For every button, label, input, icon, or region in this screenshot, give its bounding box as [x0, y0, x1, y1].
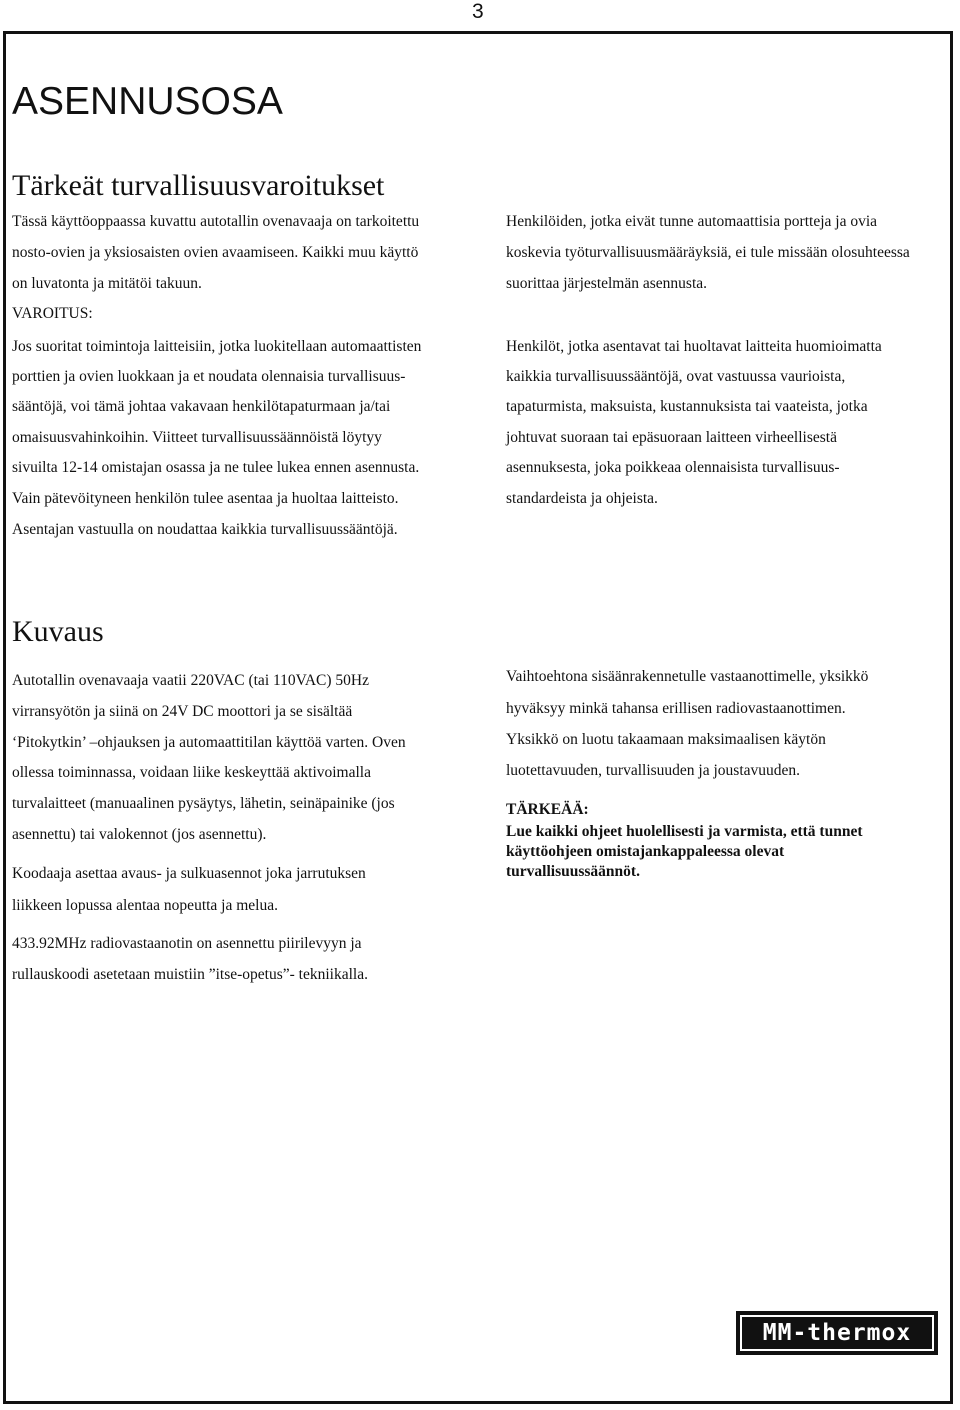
description-left-line-6: asennettu) tai valokennot (jos asennettu). — [12, 826, 267, 843]
safety-right-line-8: asennuksesta, joka poikkeaa olennaisista turvallisuus- — [506, 459, 840, 476]
safety-right-line-1: Henkilöiden, jotka eivät tunne automaattisia portteja ja ovia — [506, 213, 878, 230]
description-left-line-3: ‘Pitokytkin’ –ohjauksen ja automaattitilan käyttöä varten. Oven — [12, 734, 406, 751]
mm-thermox-logo-icon — [736, 1311, 938, 1355]
safety-left-line-6: porttien ja ovien luokkaan ja et noudata olennaisia turvallisuus- — [12, 368, 406, 385]
safety-left-line-10: Vain pätevöityneen henkilön tulee asentaa ja huoltaa laitteisto. — [12, 490, 399, 507]
safety-right-line-7: johtuvat suoraan tai epäsuoraan laitteen virheellisestä — [506, 429, 837, 446]
safety-left-line-8: omaisuusvahinkoihin. Viitteet turvallisuussäännöistä löytyy — [12, 429, 382, 446]
description-left-line-9: 433.92MHz radiovastaanotin on asennettu piirilevyyn ja — [12, 935, 362, 952]
safety-right-line-4: Henkilöt, jotka asentavat tai huoltavat laitteita huomioimatta — [506, 338, 882, 355]
description-right-line-4: luotettavuuden, turvallisuuden ja joustavuuden. — [506, 762, 801, 779]
description-right-line-3: Yksikkö on luotu takaamaan maksimaalisen käytön — [506, 731, 826, 748]
important-line-3: turvallisuussäännöt. — [506, 863, 640, 880]
safety-left-line-2: nosto-ovien ja yksiosaisten ovien avaamiseen. Kaikki muu käyttö — [12, 244, 419, 261]
page-number: 3 — [472, 0, 484, 23]
description-right-line-2: hyväksyy minkä tahansa erillisen radiovastaanottimen. — [506, 700, 846, 717]
safety-right-line-5: kaikkia turvallisuussääntöjä, ovat vastuussa vaurioista, — [506, 368, 846, 385]
safety-left-line-9: sivuilta 12-14 omistajan osassa ja ne tulee lukea ennen asennusta. — [12, 459, 420, 476]
description-left-line-5: turvalaitteet (manuaalinen pysäytys, lähetin, seinäpainike (jos — [12, 795, 395, 812]
important-line-2: käyttöohjeen omistajankappaleessa olevat — [506, 843, 785, 860]
important-label: TÄRKEÄÄ: — [506, 801, 589, 818]
safety-left-line-5: Jos suoritat toimintoja laitteisiin, jotka luokitellaan automaattisten — [12, 338, 422, 355]
description-left-line-1: Autotallin ovenavaaja vaatii 220VAC (tai 110VAC) 50Hz — [12, 672, 370, 689]
warning-label: VAROITUS: — [12, 305, 93, 322]
page-title: ASENNUSOSA — [12, 80, 283, 123]
safety-left-line-7: sääntöjä, voi tämä johtaa vakavaan henkilötapaturmaan ja/tai — [12, 398, 391, 415]
safety-right-line-3: suorittaa järjestelmän asennusta. — [506, 275, 708, 292]
safety-left-line-11: Asentajan vastuulla on noudattaa kaikkia turvallisuussääntöjä. — [12, 521, 398, 538]
safety-right-line-2: koskevia työturvallisuusmääräyksiä, ei tule missään olosuhteessa — [506, 244, 910, 261]
description-left-line-2: virransyötön ja siinä on 24V DC moottori ja se sisältää — [12, 703, 353, 720]
description-left-line-7: Koodaaja asettaa avaus- ja sulkuasennot joka jarrutuksen — [12, 865, 366, 882]
safety-right-line-6: tapaturmista, maksuista, kustannuksista tai vaateista, jotka — [506, 398, 868, 415]
safety-right-line-9: standardeista ja ohjeista. — [506, 490, 658, 507]
description-left-line-4: ollessa toiminnassa, voidaan liike keskeyttää aktivoimalla — [12, 764, 371, 781]
safety-left-line-3: on luvatonta ja mitätöi takuun. — [12, 275, 202, 292]
description-heading: Kuvaus — [12, 615, 104, 648]
description-left-line-8: liikkeen lopussa alentaa nopeutta ja melua. — [12, 897, 278, 914]
logo-border — [740, 1315, 934, 1351]
important-line-1: Lue kaikki ohjeet huolellisesti ja varmista, että tunnet — [506, 823, 863, 840]
logo-text: MM-thermox — [762, 1320, 912, 1346]
safety-left-line-1: Tässä käyttöoppaassa kuvattu autotallin ovenavaaja on tarkoitettu — [12, 213, 420, 230]
safety-heading: Tärkeät turvallisuusvaroitukset — [12, 169, 385, 202]
description-right-line-1: Vaihtoehtona sisäänrakennetulle vastaanottimelle, yksikkö — [506, 668, 869, 685]
description-left-line-10: rullauskoodi asetetaan muistiin ”itse-opetus”- tekniikalla. — [12, 966, 368, 983]
